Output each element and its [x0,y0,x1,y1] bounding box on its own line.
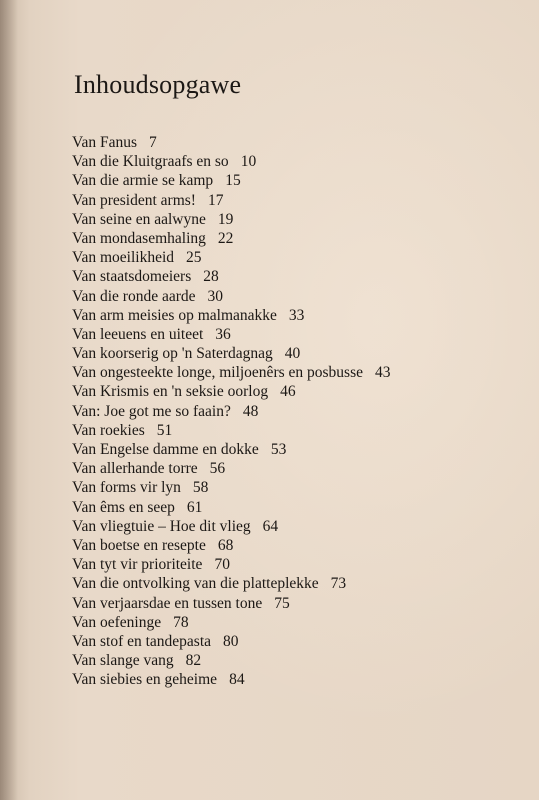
toc-entry [72,421,391,440]
toc-entry [72,382,391,401]
toc-entry [72,229,391,248]
toc-entry [72,574,391,593]
toc-entry-page: 17 [207,191,224,209]
toc-entry-page: 46 [280,383,296,401]
toc-entry-page: 19 [217,210,234,228]
toc-entry-page: 80 [223,632,239,650]
toc-entry-page: 61 [186,498,203,516]
toc-entry-page: 68 [217,536,234,554]
toc-entry-title: Van Krismis en 'n seksie oorlog [72,383,269,401]
toc-entry-title: Van stof en tandepasta [72,632,212,650]
toc-entry [72,191,391,210]
toc-entry-title: Van roekies [72,421,145,439]
toc-entry [72,267,391,286]
toc-entry-title: Van boetse en resepte [72,536,206,554]
toc-entry-page: 53 [270,441,287,458]
toc-entry-page: 28 [203,268,219,286]
toc-entry-title: Van êms en seep [72,498,175,516]
toc-entry-page: 73 [330,575,347,593]
toc-entry-title: Van die armie se kamp [72,172,214,190]
toc-entry-page: 10 [240,153,257,171]
toc-entry-title: Van Engelse damme en dokke [72,441,259,458]
toc-entry-page: 70 [214,556,230,574]
toc-entry [72,344,391,363]
toc-entry-page: 48 [242,402,259,420]
toc-entry-title: Van Fanus [72,134,138,151]
toc-entry-title: Van slange vang [72,652,174,670]
toc-entry [72,517,391,536]
toc-entry [72,171,391,190]
toc-entry-page: 75 [274,594,290,612]
toc-entry-page: 15 [225,172,241,190]
toc-entry [72,536,391,555]
toc-entry-page: 43 [375,364,391,382]
toc-entry-title: Van koorserig op 'n Saterdagnag [72,345,273,363]
toc-entry-page: 7 [149,134,157,151]
toc-entry [72,325,391,344]
toc-entry-title: Van president arms! [72,191,196,209]
toc-entry-page: 40 [284,345,301,363]
toc-entry-title: Van verjaarsdae en tussen tone [72,594,263,612]
toc-entry [72,651,391,670]
toc-entry-title: Van allerhande torre [72,460,198,478]
toc-entry-title: Van: Joe got me so faain? [72,402,231,420]
toc-entry-title: Van seine en aalwyne [72,210,206,228]
toc-entry-title: Van die ronde aarde [72,287,196,305]
table-of-contents [72,133,391,689]
toc-entry-title: Van tyt vir prioriteite [72,556,203,574]
toc-entry-page: 36 [215,325,231,343]
page-gutter-shadow [0,0,18,800]
toc-entry-title: Van leeuens en uiteet [72,325,204,343]
toc-entry-page: 30 [207,287,224,305]
toc-entry-title: Van moeilikheid [72,249,175,267]
toc-entry-title: Van oefeninge [72,613,162,631]
toc-entry-title: Van ongesteekte longe, miljoenêrs en posbusse [72,364,363,382]
toc-entry-title: Van die ontvolking van die platteplekke [72,575,319,593]
toc-entry [72,440,391,459]
toc-entry-page: 78 [173,613,189,631]
toc-entry-page: 33 [288,306,305,324]
page-title: Inhoudsopgawe [74,70,242,99]
toc-entry-page: 56 [209,460,226,478]
toc-entry [72,594,391,613]
toc-entry [72,555,391,574]
toc-entry-page: 25 [186,249,202,267]
toc-entry-page: 64 [262,517,279,535]
toc-entry-page: 84 [229,671,245,689]
toc-entry [72,363,391,382]
toc-entry [72,459,391,478]
toc-entry-title: Van die Kluitgraafs en so [72,153,229,171]
toc-entry [72,498,391,517]
toc-entry [72,248,391,267]
toc-entry-page: 51 [156,421,173,439]
toc-entry [72,632,391,651]
toc-entry-title: Van staatsdomeiers [72,268,192,286]
toc-entry-page: 58 [192,479,209,497]
toc-entry [72,670,391,689]
toc-entry [72,613,391,632]
toc-entry [72,133,391,152]
toc-entry-page: 22 [217,229,234,247]
toc-entry-page: 82 [185,652,202,670]
toc-entry-title: Van forms vir lyn [72,479,181,497]
toc-entry-title: Van mondasemhaling [72,229,206,247]
toc-entry [72,478,391,497]
toc-entry-title: Van siebies en geheime [72,671,218,689]
toc-entry-title: Van vliegtuie – Hoe dit vlieg [72,517,251,535]
toc-entry [72,152,391,171]
toc-entry-title: Van arm meisies op malmanakke [72,306,277,324]
toc-entry [72,402,391,421]
toc-entry [72,210,391,229]
toc-entry [72,306,391,325]
toc-entry [72,287,391,306]
